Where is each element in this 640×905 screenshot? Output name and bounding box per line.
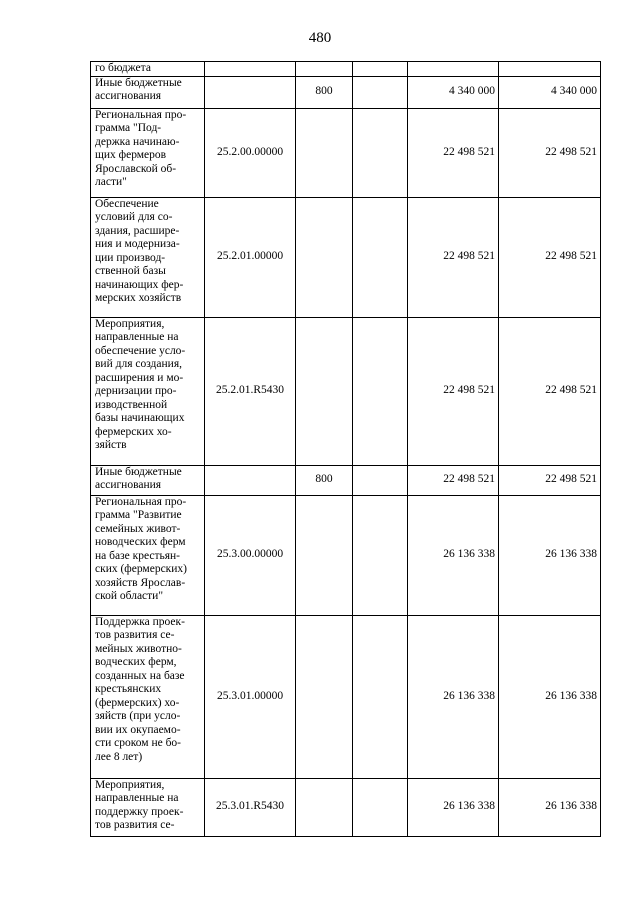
row-name-cell: Мероприятия, направленные на обеспечение усло- вий для создания, расширения и мо- дернизации про- изводственной базы начинающих фермерских хо- зяйств: [91, 317, 205, 465]
row-value-2-cell: 26 136 338: [408, 778, 499, 836]
table-row: [91, 317, 601, 465]
row-value-3-cell: 22 498 521: [499, 465, 601, 495]
row-value-3-cell: 22 498 521: [499, 108, 601, 197]
row-value-1-cell: [353, 76, 408, 108]
row-value-2-cell: 22 498 521: [408, 197, 499, 317]
table-row: [91, 76, 601, 108]
table-row: [91, 615, 601, 778]
row-expense-type-cell: [296, 62, 353, 77]
row-code-cell: 25.3.00.00000: [205, 495, 296, 615]
row-value-3-cell: 22 498 521: [499, 197, 601, 317]
row-code-cell: 25.2.01.R5430: [205, 317, 296, 465]
row-name-cell: Иные бюджетные ассигнования: [91, 465, 205, 495]
row-value-2-cell: 22 498 521: [408, 108, 499, 197]
row-value-2-cell: 26 136 338: [408, 615, 499, 778]
row-name-cell: Поддержка проек- тов развития се- мейных животно- водческих ферм, созданных на базе крестьянских (фермерских) хо- зяйств (при усло- вии их окупаемо- сти сроком не бо- лее 8 лет): [91, 615, 205, 778]
page-number: 480: [308, 30, 332, 46]
budget-table: [90, 61, 601, 837]
row-code-cell: [205, 76, 296, 108]
row-expense-type-cell: [296, 317, 353, 465]
row-value-3-cell: 22 498 521: [499, 317, 601, 465]
table-row: [91, 108, 601, 197]
row-name-cell: Региональная про- грамма "Под- держка начинаю- щих фермеров Ярославской об- ласти": [91, 108, 205, 197]
row-name-cell: Мероприятия, направленные на поддержку проек- тов развития се-: [91, 778, 205, 836]
row-value-1-cell: [353, 778, 408, 836]
table-row: [91, 465, 601, 495]
table-row: [91, 197, 601, 317]
row-value-1-cell: [353, 317, 408, 465]
row-code-cell: 25.3.01.00000: [205, 615, 296, 778]
row-value-3-cell: 26 136 338: [499, 495, 601, 615]
row-name-cell: го бюджета: [91, 62, 205, 77]
row-value-1-cell: [353, 62, 408, 77]
row-expense-type-cell: [296, 495, 353, 615]
row-expense-type-cell: [296, 108, 353, 197]
row-code-cell: 25.2.00.00000: [205, 108, 296, 197]
row-value-1-cell: [353, 197, 408, 317]
row-name-cell: Иные бюджетные ассигнования: [91, 76, 205, 108]
table-row: [91, 495, 601, 615]
row-value-3-cell: 26 136 338: [499, 778, 601, 836]
row-value-1-cell: [353, 465, 408, 495]
row-value-1-cell: [353, 615, 408, 778]
row-expense-type-cell: [296, 615, 353, 778]
row-value-3-cell: [499, 62, 601, 77]
row-value-2-cell: 22 498 521: [408, 317, 499, 465]
row-name-cell: Обеспечение условий для со- здания, расшире- ния и модерниза- ции производ- ственной базы начинающих фер- мерских хозяйств: [91, 197, 205, 317]
row-value-3-cell: 26 136 338: [499, 615, 601, 778]
row-value-2-cell: [408, 62, 499, 77]
row-code-cell: [205, 62, 296, 77]
table-row: [91, 62, 601, 77]
row-value-1-cell: [353, 108, 408, 197]
row-value-3-cell: 4 340 000: [499, 76, 601, 108]
row-code-cell: 25.3.01.R5430: [205, 778, 296, 836]
row-expense-type-cell: [296, 197, 353, 317]
row-expense-type-cell: [296, 778, 353, 836]
row-name-cell: Региональная про- грамма "Развитие семейных живот- новодческих ферм на базе крестьян- ских (фермерских) хозяйств Ярослав- ской области": [91, 495, 205, 615]
row-expense-type-cell: 800: [296, 465, 353, 495]
row-value-2-cell: 26 136 338: [408, 495, 499, 615]
row-expense-type-cell: 800: [296, 76, 353, 108]
row-value-1-cell: [353, 495, 408, 615]
table-row: [91, 778, 601, 836]
row-code-cell: [205, 465, 296, 495]
row-value-2-cell: 4 340 000: [408, 76, 499, 108]
row-value-2-cell: 22 498 521: [408, 465, 499, 495]
row-code-cell: 25.2.01.00000: [205, 197, 296, 317]
